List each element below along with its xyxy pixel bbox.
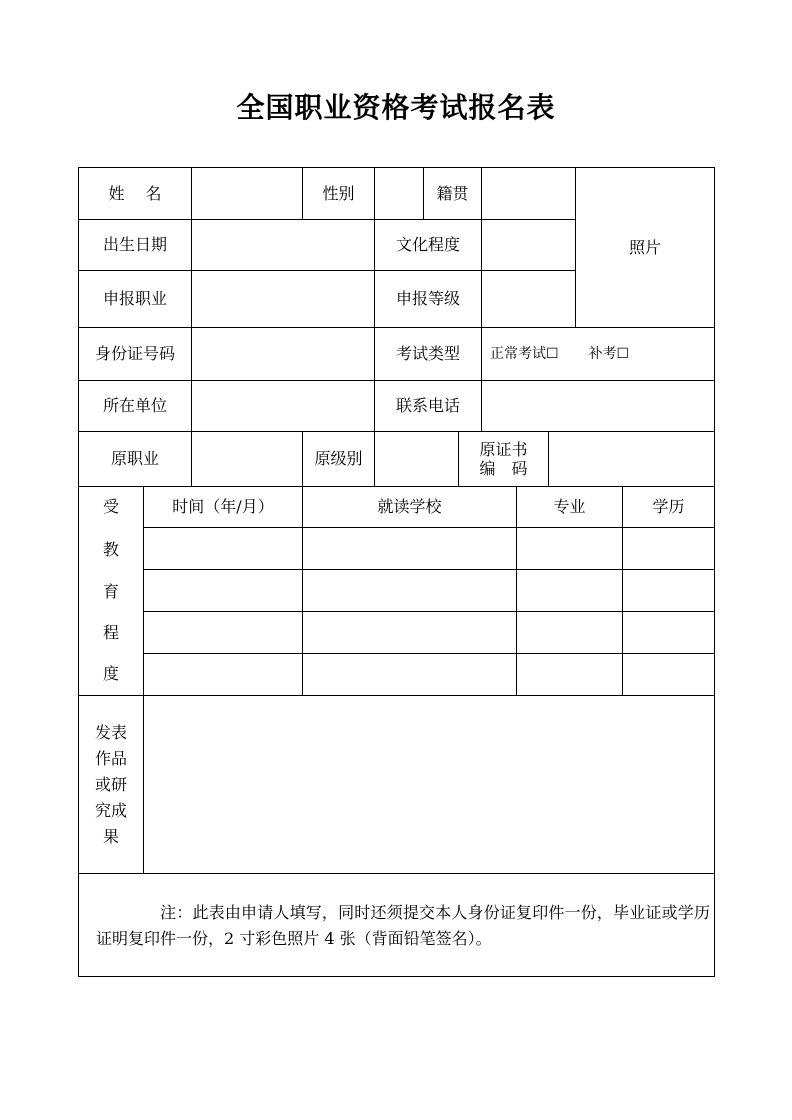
id-number-label: 身份证号码 — [94, 344, 175, 364]
education-cell[interactable] — [144, 612, 302, 653]
education-cell[interactable] — [303, 654, 516, 695]
original-grade-label: 原级别 — [314, 449, 363, 469]
publications-field[interactable] — [144, 696, 714, 873]
education-cell[interactable] — [303, 570, 516, 611]
footer-note — [96, 900, 710, 952]
education-side-char: 度 — [102, 664, 119, 684]
gender-field[interactable] — [375, 168, 423, 219]
education-cell[interactable] — [144, 654, 302, 695]
education-cell[interactable] — [517, 570, 622, 611]
education-col-time: 时间（年/月） — [172, 497, 274, 517]
birth-date-label: 出生日期 — [102, 235, 167, 255]
education-cell[interactable] — [517, 654, 622, 695]
education-cell[interactable] — [517, 528, 622, 569]
exam-type-label: 考试类型 — [395, 344, 460, 364]
education-cell[interactable] — [623, 528, 714, 569]
exam-option-normal[interactable]: 正常考试☐ — [490, 345, 559, 362]
education-col-major: 专业 — [553, 497, 586, 517]
education-cell[interactable] — [623, 654, 714, 695]
education-cell[interactable] — [303, 528, 516, 569]
education-col-degree: 学历 — [652, 497, 685, 517]
photo-label: 照片 — [628, 237, 661, 257]
education-cell[interactable] — [623, 570, 714, 611]
exam-option-makeup[interactable]: 补考☐ — [588, 345, 630, 362]
publications-label-line: 或研 — [94, 774, 127, 794]
publications-label-line: 究成 — [94, 800, 127, 820]
border-bottom — [78, 976, 715, 977]
education-side-char: 程 — [102, 623, 119, 643]
original-occupation-field[interactable] — [192, 432, 302, 486]
phone-field[interactable] — [482, 381, 714, 431]
education-side-char: 教 — [102, 540, 119, 560]
birth-date-field[interactable] — [192, 220, 374, 270]
border-right — [714, 167, 715, 977]
gender-label: 性别 — [322, 183, 355, 203]
exam-type-options — [482, 328, 714, 380]
id-number-field[interactable] — [192, 328, 374, 380]
original-cert-label-line2: 编 码 — [479, 459, 528, 478]
education-cell[interactable] — [144, 528, 302, 569]
form-title: 全国职业资格考试报名表 — [236, 91, 556, 124]
footer-note-text: 注：此表由申请人填写，同时还须提交本人身份证复印件一份，毕业证或学历证明复印件一份，2 寸彩色照片 4 张（背面铅笔签名）。 — [96, 903, 710, 948]
original-occupation-label: 原职业 — [110, 449, 159, 469]
name-label: 姓 名 — [108, 183, 162, 203]
education-cell[interactable] — [517, 612, 622, 653]
native-place-field[interactable] — [482, 168, 575, 219]
name-field[interactable] — [192, 168, 302, 219]
applied-occupation-field[interactable] — [192, 271, 374, 327]
education-side-char: 育 — [102, 582, 119, 602]
native-place-label: 籍贯 — [436, 183, 469, 203]
applied-occupation-label: 申报职业 — [102, 289, 167, 309]
original-cert-label — [459, 432, 548, 486]
employer-field[interactable] — [192, 381, 374, 431]
publications-label-line: 作品 — [94, 748, 127, 768]
publications-label-line: 果 — [102, 826, 119, 846]
applied-grade-label: 申报等级 — [395, 289, 460, 309]
original-cert-label-line1: 原证书 — [479, 439, 528, 459]
education-level-field[interactable] — [482, 220, 575, 270]
education-side-char: 受 — [102, 497, 119, 517]
rule — [78, 873, 715, 874]
publications-label-line: 发表 — [94, 722, 127, 742]
education-cell[interactable] — [144, 570, 302, 611]
original-cert-field[interactable] — [549, 432, 714, 486]
education-level-label: 文化程度 — [395, 235, 460, 255]
education-cell[interactable] — [623, 612, 714, 653]
applied-grade-field[interactable] — [482, 271, 575, 327]
education-col-school: 就读学校 — [377, 497, 442, 517]
employer-label: 所在单位 — [102, 396, 167, 416]
photo-box[interactable] — [576, 168, 714, 327]
education-cell[interactable] — [303, 612, 516, 653]
original-grade-field[interactable] — [375, 432, 458, 486]
phone-label: 联系电话 — [395, 396, 460, 416]
publications-label — [79, 717, 143, 852]
